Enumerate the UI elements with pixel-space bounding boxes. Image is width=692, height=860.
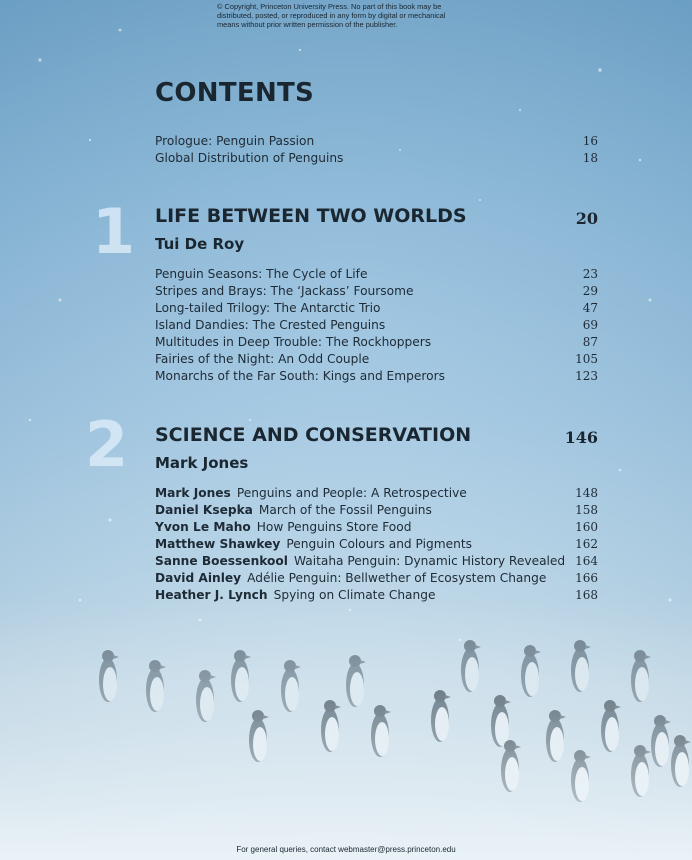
toc-entry-page: 123: [575, 369, 598, 383]
toc-entry-title: Long-tailed Trilogy: The Antarctic Trio: [155, 301, 381, 315]
copyright-line: distributed, posted, or reproduced in any form by digital or mechanical: [217, 11, 446, 21]
toc-entry-title: Stripes and Brays: The ‘Jackass’ Foursome: [155, 284, 414, 298]
toc-entry-title: March of the Fossil Penguins: [258, 503, 432, 517]
toc-entry-title: Prologue: Penguin Passion: [155, 134, 315, 148]
toc-entry-title: Penguin Seasons: The Cycle of Life: [155, 267, 368, 281]
toc-entry-title: Waitaha Penguin: Dynamic History Revealed: [293, 554, 566, 568]
toc-entry-title: Multitudes in Deep Trouble: The Rockhoppers: [155, 335, 432, 349]
toc-entry[interactable]: [155, 502, 598, 519]
toc-entry[interactable]: [155, 266, 598, 283]
toc-entry-title: Penguin Colours and Pigments: [286, 537, 472, 551]
toc-entry-title: Fairies of the Night: An Odd Couple: [155, 352, 370, 366]
toc-entry-page: 29: [582, 284, 598, 298]
section-number: 2: [85, 408, 129, 481]
page-title: CONTENTS: [155, 78, 315, 108]
toc-entry-page: 47: [582, 301, 598, 315]
toc-entry-page: 162: [575, 537, 598, 551]
toc-entry[interactable]: [155, 536, 598, 553]
section-title[interactable]: SCIENCE AND CONSERVATION: [155, 424, 472, 446]
toc-entry[interactable]: [155, 334, 598, 351]
toc-entry[interactable]: [155, 485, 598, 502]
footer-contact: For general queries, contact webmaster@press.princeton.edu: [236, 845, 456, 854]
toc-entry[interactable]: [155, 351, 598, 368]
toc-entry-page: 148: [575, 486, 598, 500]
toc-entry[interactable]: [155, 317, 598, 334]
chapter-author: Heather J. Lynch: [155, 588, 268, 602]
toc-entry-title: Adélie Penguin: Bellwether of Ecosystem Change: [247, 571, 547, 585]
toc-entry-page: 158: [575, 503, 598, 517]
copyright-line: means without prior written permission of the publisher.: [217, 20, 398, 30]
toc-entry-page: 160: [575, 520, 598, 534]
toc-entry[interactable]: [155, 519, 598, 536]
chapter-author: David Ainley: [155, 571, 242, 585]
toc-entry[interactable]: [155, 283, 598, 300]
section-author: Mark Jones: [155, 454, 249, 472]
toc-entry-title: Penguins and People: A Retrospective: [236, 486, 467, 500]
toc-entry-title: Spying on Climate Change: [273, 588, 436, 602]
toc-entry-page: 105: [575, 352, 598, 366]
toc-entry-page: 87: [582, 335, 598, 349]
toc-entry[interactable]: [155, 587, 598, 604]
toc-entry-title: Global Distribution of Penguins: [155, 151, 344, 165]
toc-entry[interactable]: [155, 368, 598, 385]
section-page: 20: [575, 209, 598, 228]
chapter-author: Mark Jones: [155, 486, 231, 500]
toc-entry-page: 18: [582, 151, 598, 165]
section-page: 146: [564, 428, 598, 447]
toc-entry-title: How Penguins Store Food: [256, 520, 412, 534]
toc-entry[interactable]: [155, 553, 598, 570]
chapter-author: Daniel Ksepka: [155, 503, 253, 517]
toc-entry-page: 164: [575, 554, 598, 568]
toc-entry[interactable]: [155, 133, 598, 150]
section-author: Tui De Roy: [155, 235, 245, 253]
toc-entry-page: 16: [582, 134, 598, 148]
toc-entry[interactable]: [155, 300, 598, 317]
copyright-line: © Copyright, Princeton University Press. No part of this book may be: [217, 2, 442, 11]
toc-entry[interactable]: [155, 150, 598, 167]
section-number: 1: [92, 195, 136, 268]
chapter-author: Sanne Boessenkool: [155, 554, 288, 568]
chapter-author: Matthew Shawkey: [155, 537, 281, 551]
toc-entry-title: Monarchs of the Far South: Kings and Emperors: [155, 369, 445, 383]
toc-entry[interactable]: [155, 570, 598, 587]
toc-entry-page: 166: [575, 571, 598, 585]
toc-entry-page: 168: [575, 588, 598, 602]
toc-entry-title: Island Dandies: The Crested Penguins: [155, 318, 386, 332]
section-title[interactable]: LIFE BETWEEN TWO WORLDS: [155, 205, 467, 227]
chapter-author: Yvon Le Maho: [155, 520, 251, 534]
toc-entry-page: 23: [582, 267, 598, 281]
copyright-notice: [217, 2, 497, 30]
toc-entry-page: 69: [582, 318, 598, 332]
